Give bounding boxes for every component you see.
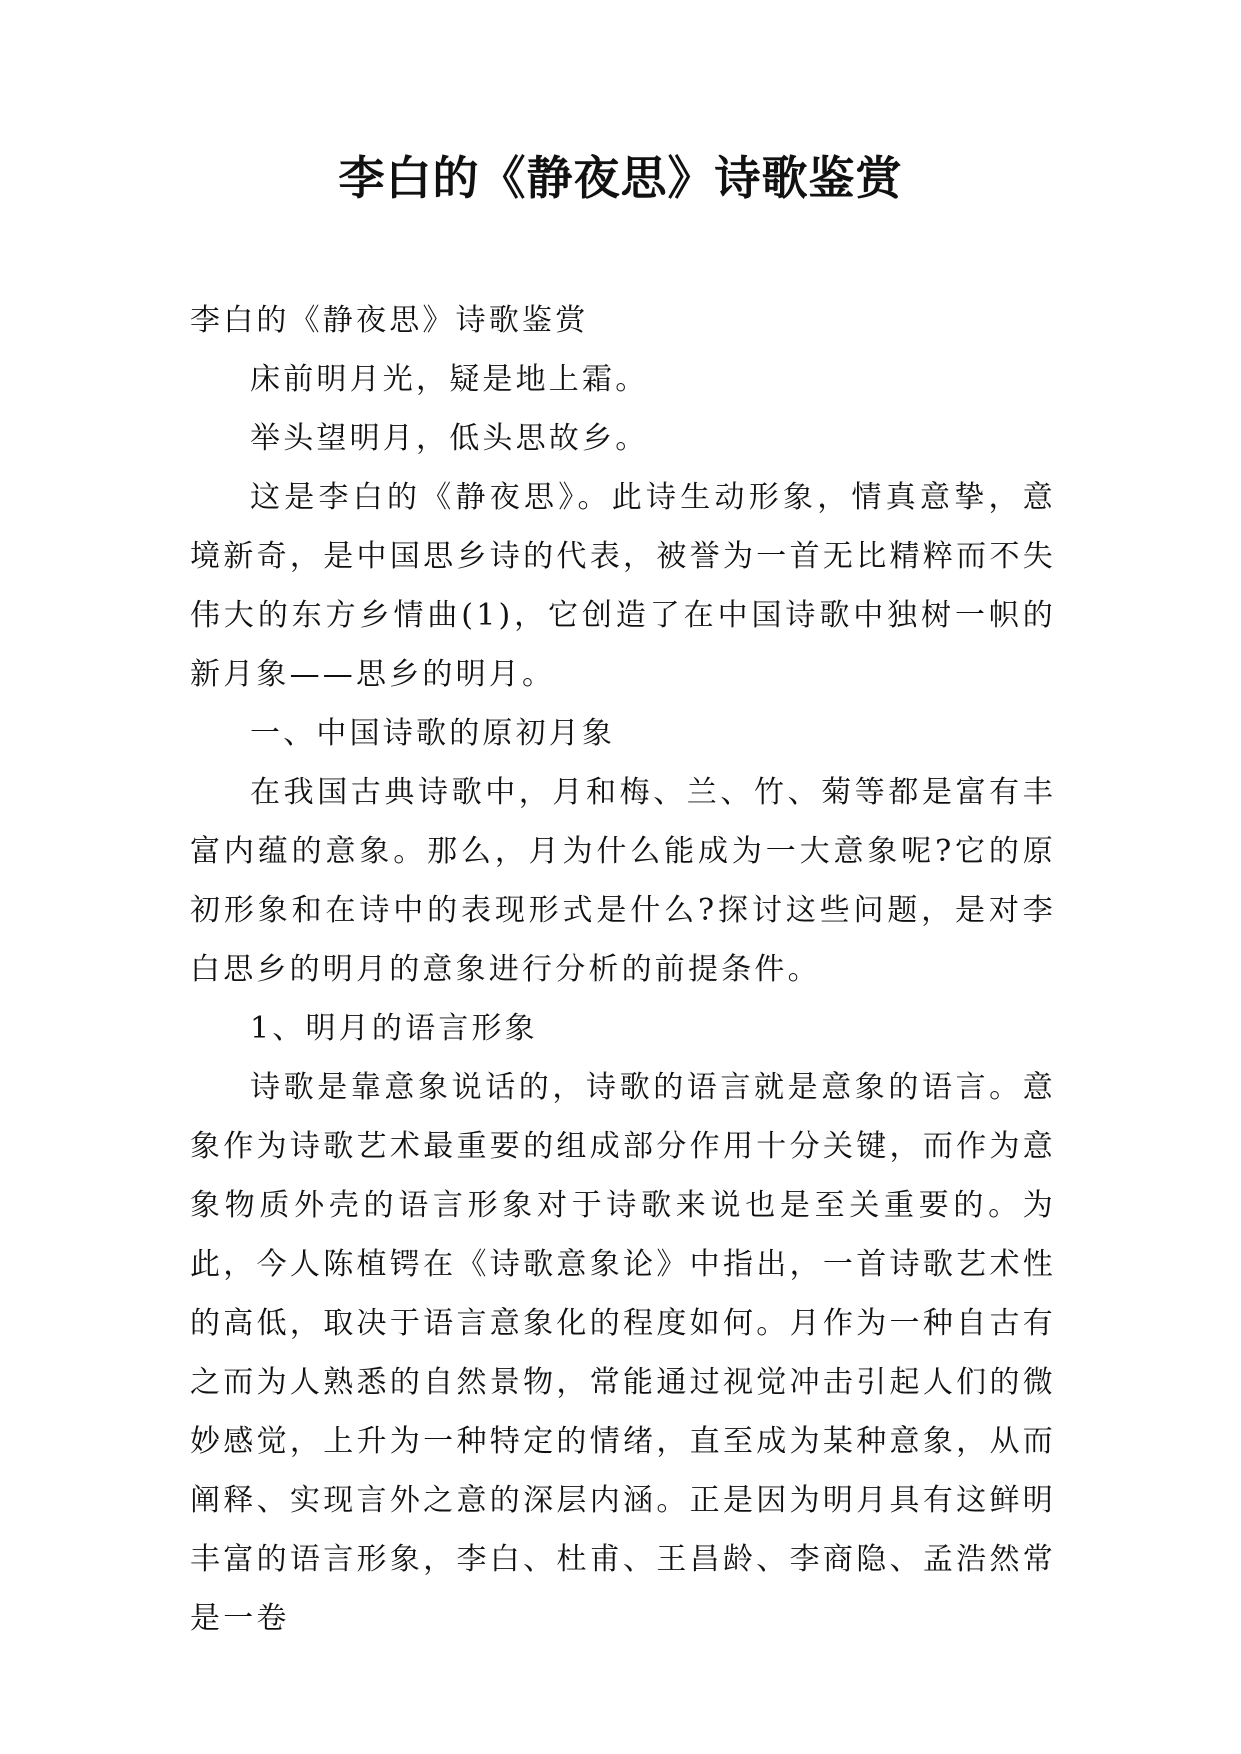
poem-line-2: 举头望明月，低头思故乡。: [250, 421, 649, 456]
paragraph-subsection-1: 诗歌是靠意象说话的，诗歌的语言就是意象的语言。意象作为诗歌艺术最重要的组成部分作用十分关键，而作为意象物质外壳的语言形象对于诗歌来说也是至关重要的。为此，今人陈植锷在《诗歌意象论》中指出，一首诗歌艺术性的高低，取决于语言意象化的程度如何。月作为一种自古有之而为人熟悉的自然景物，常能通过视觉冲击引起人们的微妙感觉，上升为一种特定的情绪，直至成为某种意象，从而阐释、实现言外之意的深层内涵。正是因为明月具有这鲜明丰富的语言形象，李白、杜甫、王昌龄、李商隐、孟浩然常是一卷: [190, 1070, 1056, 1636]
section-heading-1: 一、中国诗歌的原初月象: [250, 716, 616, 751]
paragraph-subtitle: 李白的《静夜思》诗歌鉴赏: [190, 303, 589, 338]
paragraph-section-1: 在我国古典诗歌中，月和梅、兰、竹、菊等都是富有丰富内蕴的意象。那么，月为什么能成为一大意象呢?它的原初形象和在诗中的表现形式是什么?探讨这些问题，是对李白思乡的明月的意象进行分析的前提条件。: [190, 775, 1056, 987]
subsection-heading-1: 1、明月的语言形象: [250, 1011, 538, 1046]
document-body: [190, 291, 1056, 1648]
paragraph-intro: 这是李白的《静夜思》。此诗生动形象，情真意挚，意境新奇，是中国思乡诗的代表，被誉为一首无比精粹而不失伟大的东方乡情曲(1)，它创造了在中国诗歌中独树一帜的新月象——思乡的明月。: [190, 480, 1056, 692]
page-title: 李白的《静夜思》诗歌鉴赏: [338, 151, 903, 205]
poem-line-1: 床前明月光，疑是地上霜。: [250, 362, 649, 397]
